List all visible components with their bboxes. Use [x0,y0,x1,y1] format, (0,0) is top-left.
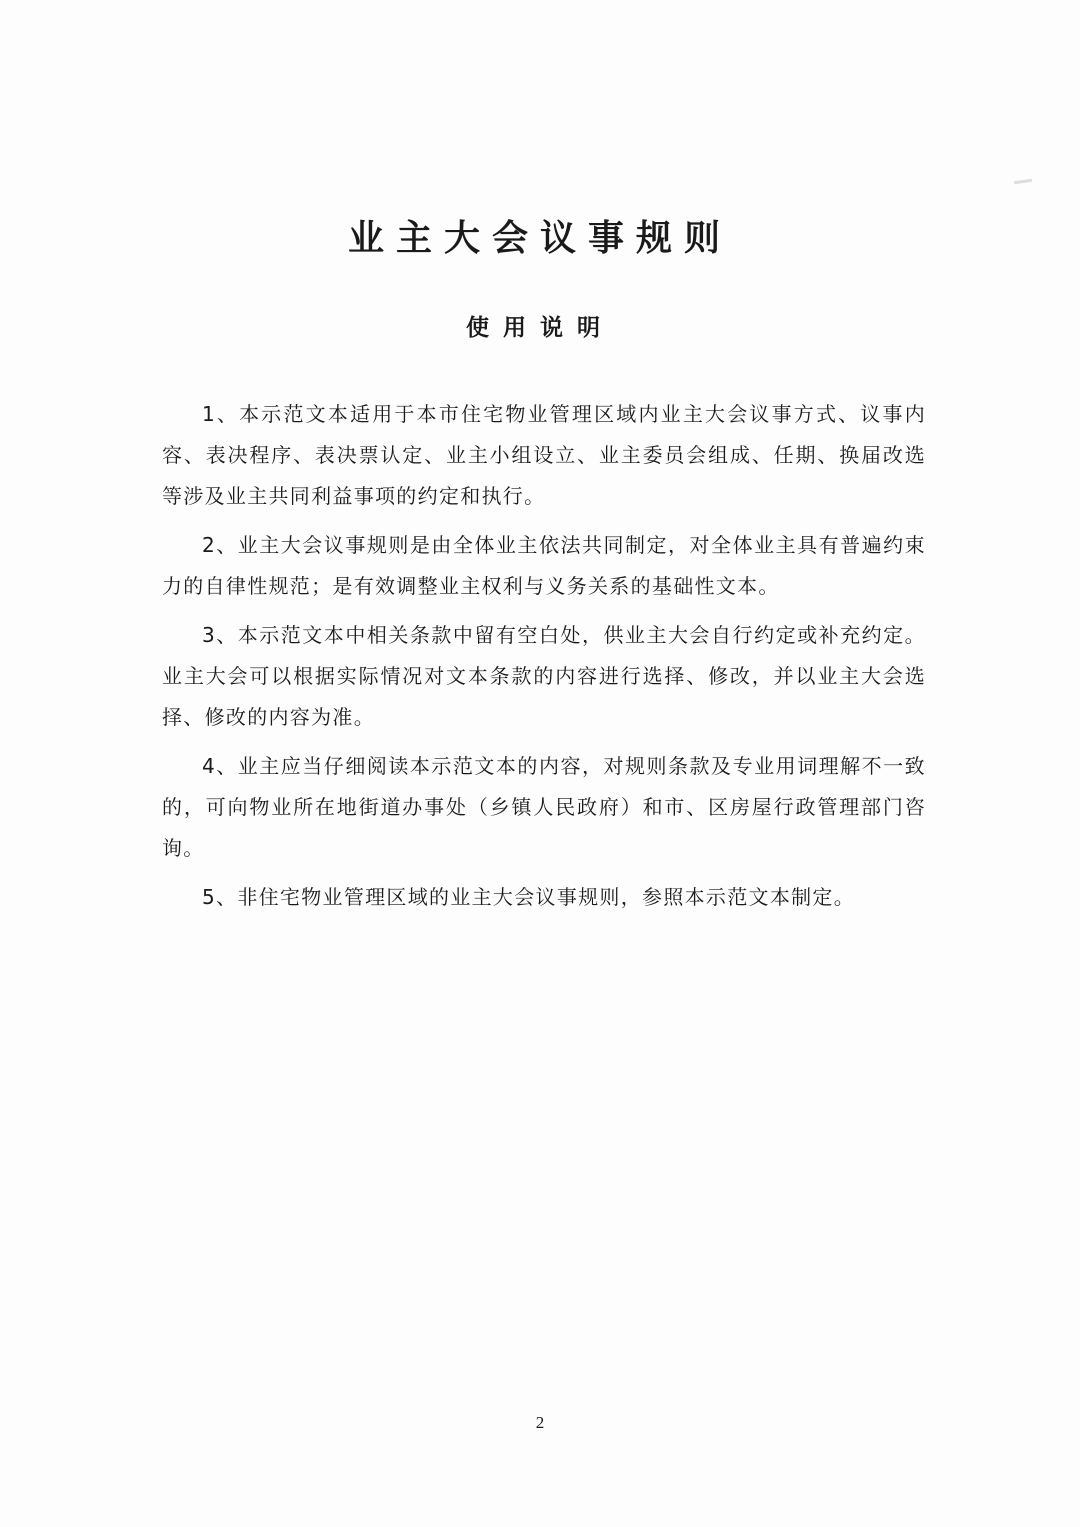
document-body [162,394,926,926]
paragraph-1: 1、本示范文本适用于本市住宅物业管理区域内业主大会议事方式、议事内容、表决程序、表决票认定、业主小组设立、业主委员会组成、任期、换届改选等涉及业主共同利益事项的约定和执行。 [162,402,926,508]
paragraph-4: 4、业主应当仔细阅读本示范文本的内容，对规则条款及专业用词理解不一致的，可向物业所在地街道办事处（乡镇人民政府）和市、区房屋行政管理部门咨询。 [162,754,926,860]
document-title: 业主大会议事规则 [347,217,732,259]
scan-artifact [1014,179,1032,184]
paragraph-5: 5、非住宅物业管理区域的业主大会议事规则，参照本示范文本制定。 [202,885,856,909]
paragraph-3: 3、本示范文本中相关条款中留有空白处，供业主大会自行约定或补充约定。业主大会可以根据实际情况对文本条款的内容进行选择、修改，并以业主大会选择、修改的内容为准。 [162,623,926,729]
paragraph-2: 2、业主大会议事规则是由全体业主依法共同制定，对全体业主具有普遍约束力的自律性规范；是有效调整业主权利与义务关系的基础性文本。 [162,533,926,598]
page-number: 2 [535,1413,545,1432]
document-subtitle: 使用说明 [466,314,614,341]
